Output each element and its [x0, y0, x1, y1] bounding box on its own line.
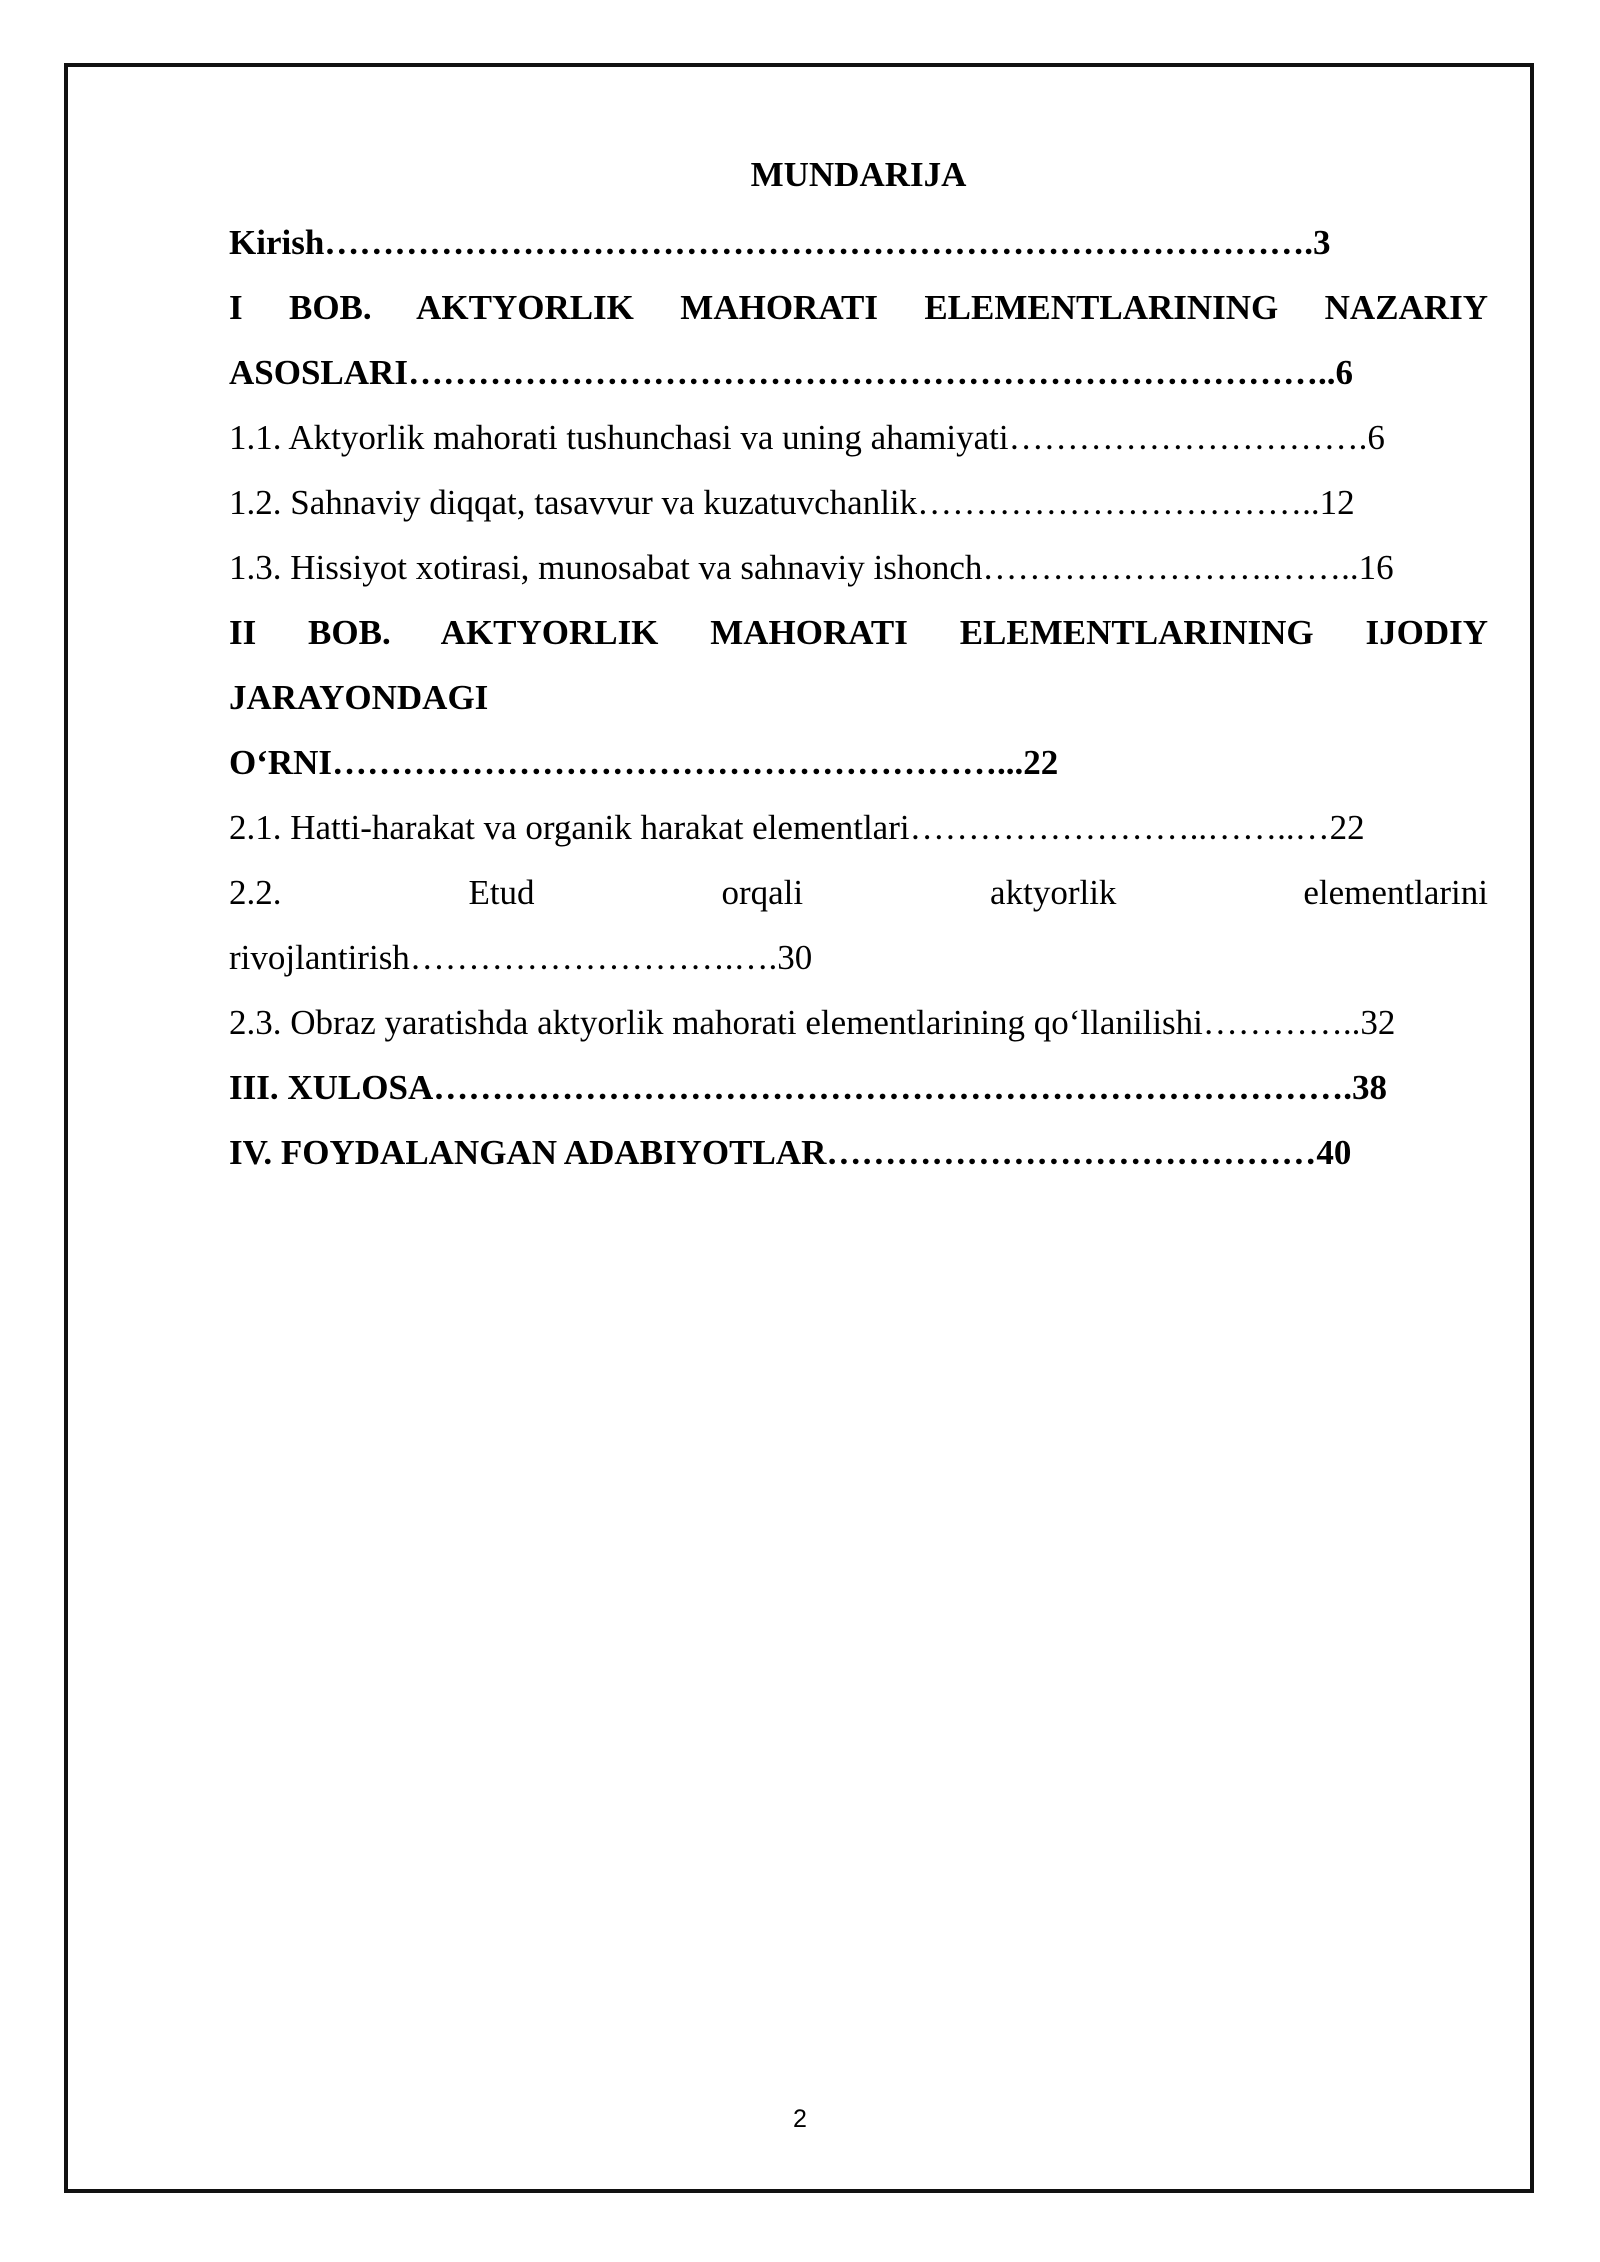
toc-entry-section-2-1: 2.1. Hatti-harakat va organik harakat elementlari……………………..……..…22: [229, 808, 1365, 847]
table-of-contents: [229, 150, 1488, 1185]
toc-entry-section-1-2: 1.2. Sahnaviy diqqat, tasavvur va kuzatuvchanlik……………………………..12: [229, 483, 1355, 522]
toc-entry-chapter-1-line-2: ASOSLARI……………………………………………………………………..6: [229, 353, 1353, 392]
toc-entry-chapter-2-line-2: JARAYONDAGI: [229, 678, 489, 717]
toc-entry-section-2-2-line-2: rivojlantirish……………………….….30: [229, 938, 813, 977]
toc-entry-section-1-3: 1.3. Hissiyot xotirasi, munosabat va sahnaviy ishonch…………………….……..16: [229, 548, 1394, 587]
page-number: 2: [793, 2105, 807, 2133]
toc-title: MUNDARIJA: [750, 155, 967, 194]
toc-entry-section-1-1: 1.1. Aktyorlik mahorati tushunchasi va uning ahamiyati………………………….6: [229, 418, 1385, 457]
toc-entry-adabiyotlar: IV. FOYDALANGAN ADABIYOTLAR……………………………………40: [229, 1133, 1352, 1172]
toc-entry-section-2-2-line-1: 2.2. Etud orqali aktyorlik elementlarini: [229, 873, 1488, 912]
toc-entry-chapter-2-line-3: O‘RNI…………………………………………………...22: [229, 743, 1059, 782]
toc-entry-chapter-2-line-1: II BOB. AKTYORLIK MAHORATI ELEMENTLARINING IJODIY: [229, 613, 1488, 652]
toc-entry-kirish: Kirish………………………………………………………………………….3: [229, 223, 1331, 262]
toc-entry-chapter-1-line-1: I BOB. AKTYORLIK MAHORATI ELEMENTLARINING NAZARIY: [229, 288, 1488, 327]
toc-entry-section-2-3: 2.3. Obraz yaratishda aktyorlik mahorati elementlarining qo‘llanilishi…………..32: [229, 1003, 1396, 1042]
toc-entry-xulosa: III. XULOSA…………………………………………………………………….38: [229, 1068, 1387, 1107]
